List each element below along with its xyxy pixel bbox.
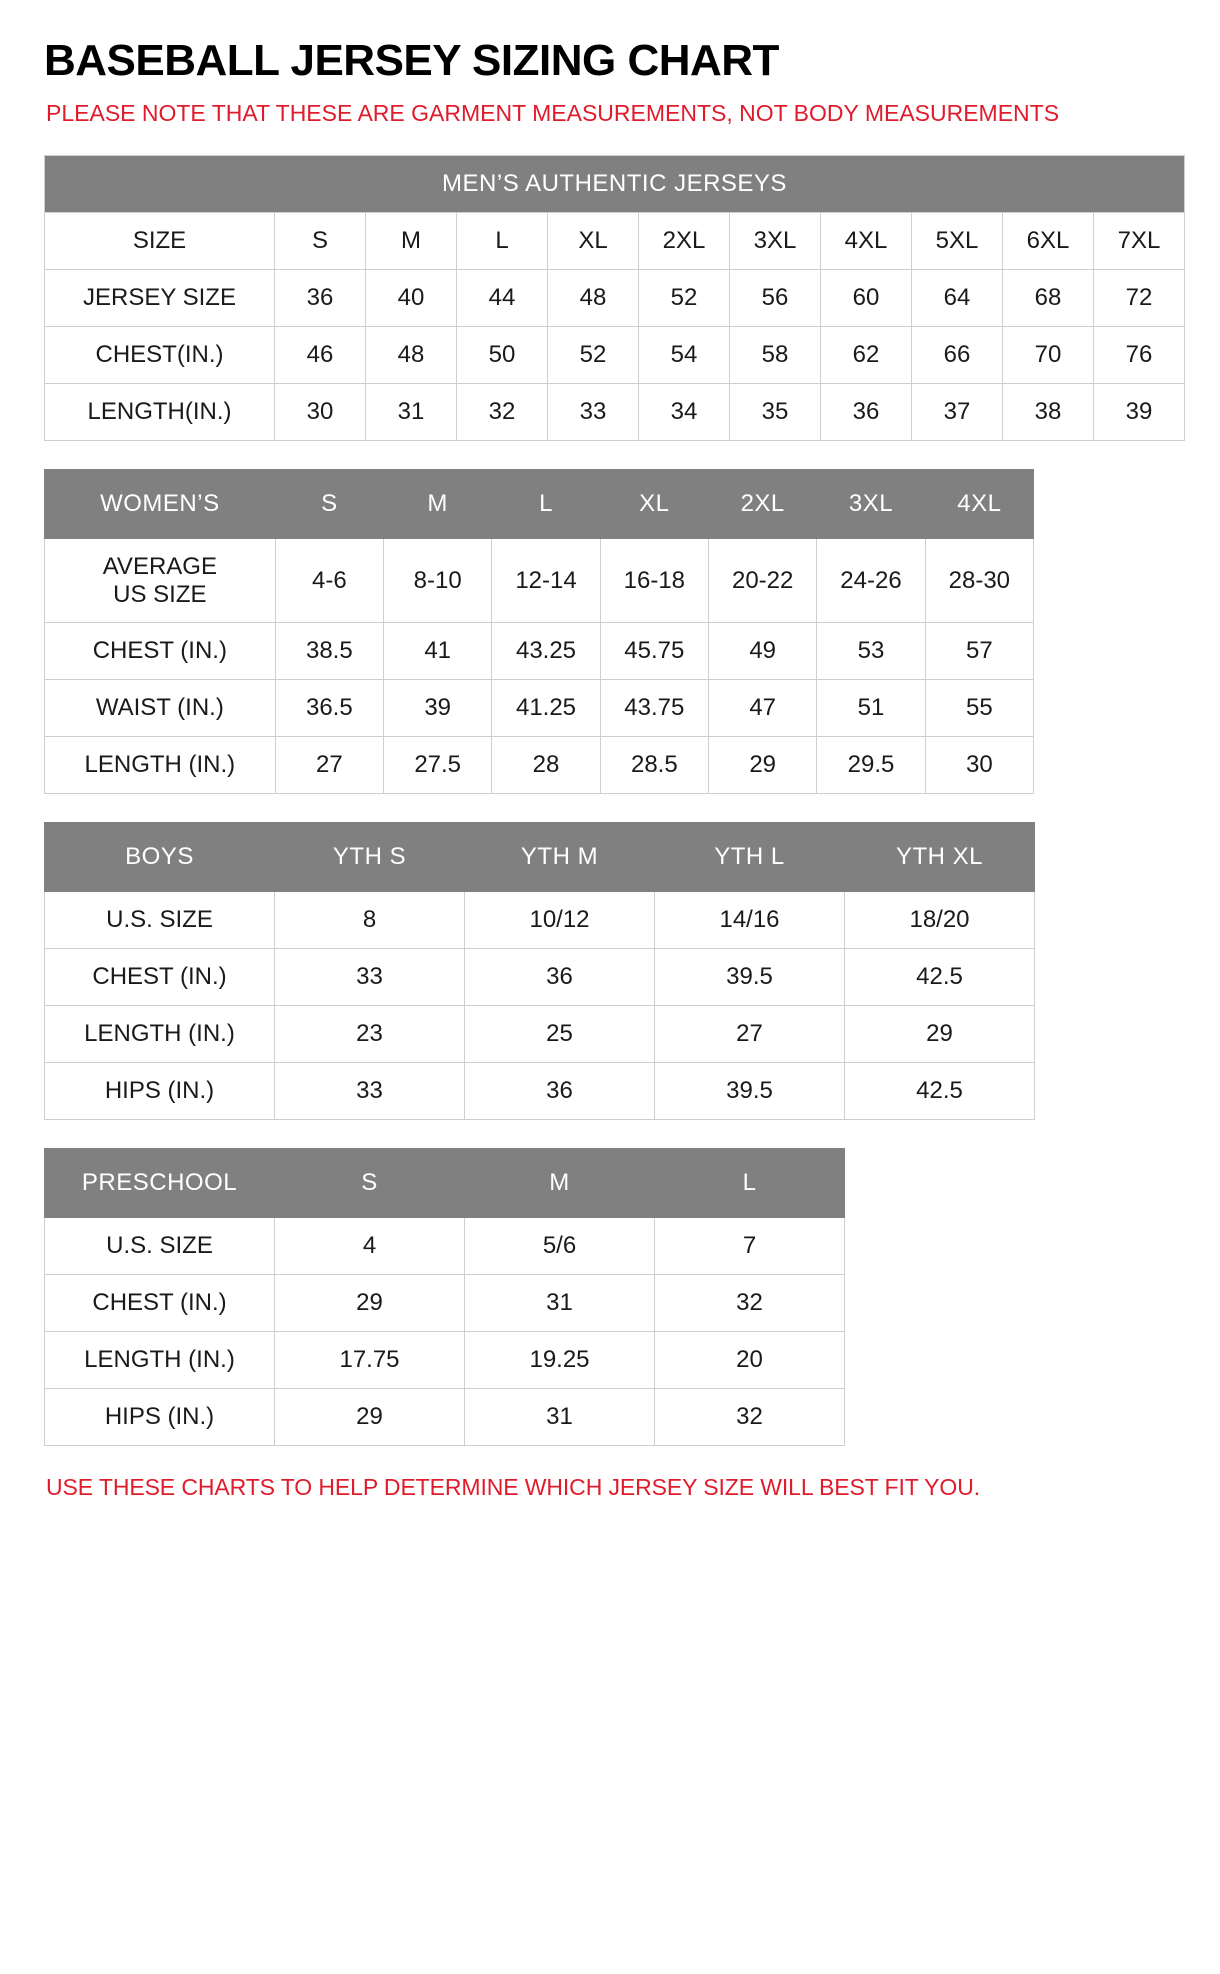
mens-cell: 72: [1094, 270, 1185, 327]
table-row: [45, 737, 1034, 794]
womens-cell: 24-26: [817, 539, 925, 623]
boys-cell: 42.5: [845, 1063, 1035, 1120]
mens-cell: 52: [639, 270, 730, 327]
preschool-cell: 32: [655, 1389, 845, 1446]
table-row: [45, 1332, 845, 1389]
mens-cell: 70: [1003, 327, 1094, 384]
boys-cell: 14/16: [655, 892, 845, 949]
womens-cell: 36.5: [275, 680, 383, 737]
preschool-cell: 31: [465, 1389, 655, 1446]
womens-cell: 38.5: [275, 623, 383, 680]
womens-cell: 30: [925, 737, 1033, 794]
womens-cell: 57: [925, 623, 1033, 680]
preschool-row-label: LENGTH (IN.): [45, 1332, 275, 1389]
womens-cell: 28-30: [925, 539, 1033, 623]
boys-size-header: YTH M: [465, 823, 655, 892]
preschool-cell: 5/6: [465, 1218, 655, 1275]
boys-cell: 10/12: [465, 892, 655, 949]
mens-cell: 38: [1003, 384, 1094, 441]
womens-cell: 51: [817, 680, 925, 737]
preschool-row-label: CHEST (IN.): [45, 1275, 275, 1332]
womens-size-header: XL: [600, 470, 708, 539]
womens-cell: 28.5: [600, 737, 708, 794]
mens-cell: 39: [1094, 384, 1185, 441]
table-row: [45, 384, 1185, 441]
mens-cell: 54: [639, 327, 730, 384]
mens-size-header: XL: [548, 213, 639, 270]
womens-cell: 4-6: [275, 539, 383, 623]
mens-cell: 34: [639, 384, 730, 441]
mens-cell: 52: [548, 327, 639, 384]
boys-row-label: HIPS (IN.): [45, 1063, 275, 1120]
preschool-header-row: [45, 1149, 845, 1218]
table-row: [45, 892, 1035, 949]
preschool-header-label: PRESCHOOL: [45, 1149, 275, 1218]
womens-cell: 27: [275, 737, 383, 794]
boys-cell: 36: [465, 949, 655, 1006]
boys-cell: 33: [275, 949, 465, 1006]
womens-cell: 53: [817, 623, 925, 680]
table-row: [45, 1275, 845, 1332]
womens-row-label: CHEST (IN.): [45, 623, 276, 680]
womens-header-label: WOMEN’S: [45, 470, 276, 539]
table-row: [45, 327, 1185, 384]
mens-size-header: M: [366, 213, 457, 270]
mens-banner-row: [45, 156, 1185, 213]
womens-size-header: 4XL: [925, 470, 1033, 539]
mens-size-header: 6XL: [1003, 213, 1094, 270]
boys-row-label: LENGTH (IN.): [45, 1006, 275, 1063]
womens-size-header: L: [492, 470, 600, 539]
preschool-cell: 29: [275, 1275, 465, 1332]
boys-sizing-table: [44, 822, 1035, 1120]
preschool-size-header: M: [465, 1149, 655, 1218]
boys-cell: 39.5: [655, 949, 845, 1006]
mens-cell: 36: [821, 384, 912, 441]
mens-cell: 31: [366, 384, 457, 441]
womens-cell: 16-18: [600, 539, 708, 623]
boys-cell: 27: [655, 1006, 845, 1063]
womens-cell: 39: [384, 680, 492, 737]
boys-header-row: [45, 823, 1035, 892]
womens-row-label: WAIST (IN.): [45, 680, 276, 737]
mens-cell: 37: [912, 384, 1003, 441]
boys-row-label: CHEST (IN.): [45, 949, 275, 1006]
page-title: BASEBALL JERSEY SIZING CHART: [44, 36, 779, 85]
measurement-disclaimer: PLEASE NOTE THAT THESE ARE GARMENT MEASUREMENTS, NOT BODY MEASUREMENTS: [46, 100, 1060, 127]
mens-cell: 64: [912, 270, 1003, 327]
mens-cell: 60: [821, 270, 912, 327]
mens-cell: 56: [730, 270, 821, 327]
boys-header-label: BOYS: [45, 823, 275, 892]
womens-cell: 12-14: [492, 539, 600, 623]
mens-cell: 76: [1094, 327, 1185, 384]
mens-cell: 35: [730, 384, 821, 441]
boys-cell: 23: [275, 1006, 465, 1063]
boys-cell: 18/20: [845, 892, 1035, 949]
mens-row-label: CHEST(IN.): [45, 327, 275, 384]
mens-cell: 68: [1003, 270, 1094, 327]
womens-cell: 41: [384, 623, 492, 680]
boys-size-header: YTH XL: [845, 823, 1035, 892]
boys-cell: 29: [845, 1006, 1035, 1063]
preschool-size-header: L: [655, 1149, 845, 1218]
womens-size-header: S: [275, 470, 383, 539]
mens-cell: 48: [366, 327, 457, 384]
mens-row-label: LENGTH(IN.): [45, 384, 275, 441]
womens-cell: 41.25: [492, 680, 600, 737]
preschool-size-header: S: [275, 1149, 465, 1218]
table-row: [45, 539, 1034, 623]
womens-cell: 49: [709, 623, 817, 680]
preschool-sizing-table: [44, 1148, 845, 1446]
womens-cell: 55: [925, 680, 1033, 737]
preschool-cell: 20: [655, 1332, 845, 1389]
mens-size-header: L: [457, 213, 548, 270]
table-row: [45, 949, 1035, 1006]
table-row: [45, 1218, 845, 1275]
womens-cell: 47: [709, 680, 817, 737]
boys-cell: 36: [465, 1063, 655, 1120]
mens-size-header: S: [275, 213, 366, 270]
mens-size-header: 4XL: [821, 213, 912, 270]
mens-cell: 48: [548, 270, 639, 327]
womens-size-header: M: [384, 470, 492, 539]
mens-size-header: 3XL: [730, 213, 821, 270]
footer-note: USE THESE CHARTS TO HELP DETERMINE WHICH JERSEY SIZE WILL BEST FIT YOU.: [46, 1474, 980, 1501]
mens-size-header: 7XL: [1094, 213, 1185, 270]
mens-row-label: JERSEY SIZE: [45, 270, 275, 327]
table-row: [45, 680, 1034, 737]
mens-cell: 32: [457, 384, 548, 441]
boys-size-header: YTH L: [655, 823, 845, 892]
boys-size-header: YTH S: [275, 823, 465, 892]
preschool-cell: 17.75: [275, 1332, 465, 1389]
womens-cell: 28: [492, 737, 600, 794]
mens-cell: 36: [275, 270, 366, 327]
preschool-cell: 7: [655, 1218, 845, 1275]
womens-cell: 29: [709, 737, 817, 794]
boys-cell: 25: [465, 1006, 655, 1063]
womens-cell: 29.5: [817, 737, 925, 794]
preschool-cell: 19.25: [465, 1332, 655, 1389]
mens-cell: 62: [821, 327, 912, 384]
table-row: [45, 623, 1034, 680]
womens-size-header: 2XL: [709, 470, 817, 539]
boys-cell: 33: [275, 1063, 465, 1120]
womens-row-label: AVERAGE US SIZE: [45, 539, 276, 623]
womens-header-row: [45, 470, 1034, 539]
mens-header-label: SIZE: [45, 213, 275, 270]
mens-size-header: 2XL: [639, 213, 730, 270]
boys-cell: 8: [275, 892, 465, 949]
womens-sizing-table: [44, 469, 1034, 794]
mens-header-row: [45, 213, 1185, 270]
preschool-row-label: HIPS (IN.): [45, 1389, 275, 1446]
mens-cell: 40: [366, 270, 457, 327]
mens-cell: 58: [730, 327, 821, 384]
boys-row-label: U.S. SIZE: [45, 892, 275, 949]
womens-cell: 45.75: [600, 623, 708, 680]
table-row: [45, 270, 1185, 327]
table-row: [45, 1389, 845, 1446]
womens-cell: 27.5: [384, 737, 492, 794]
womens-cell: 8-10: [384, 539, 492, 623]
mens-size-header: 5XL: [912, 213, 1003, 270]
preschool-cell: 4: [275, 1218, 465, 1275]
mens-cell: 50: [457, 327, 548, 384]
preschool-row-label: U.S. SIZE: [45, 1218, 275, 1275]
preschool-cell: 29: [275, 1389, 465, 1446]
mens-cell: 44: [457, 270, 548, 327]
womens-row-label: LENGTH (IN.): [45, 737, 276, 794]
preschool-cell: 32: [655, 1275, 845, 1332]
boys-cell: 42.5: [845, 949, 1035, 1006]
womens-cell: 43.75: [600, 680, 708, 737]
table-row: [45, 1006, 1035, 1063]
mens-banner-label: MEN’S AUTHENTIC JERSEYS: [45, 156, 1185, 213]
boys-cell: 39.5: [655, 1063, 845, 1120]
mens-cell: 46: [275, 327, 366, 384]
preschool-cell: 31: [465, 1275, 655, 1332]
womens-cell: 20-22: [709, 539, 817, 623]
table-row: [45, 1063, 1035, 1120]
womens-cell: 43.25: [492, 623, 600, 680]
mens-cell: 66: [912, 327, 1003, 384]
mens-sizing-table: [44, 155, 1185, 441]
mens-cell: 30: [275, 384, 366, 441]
mens-cell: 33: [548, 384, 639, 441]
womens-size-header: 3XL: [817, 470, 925, 539]
